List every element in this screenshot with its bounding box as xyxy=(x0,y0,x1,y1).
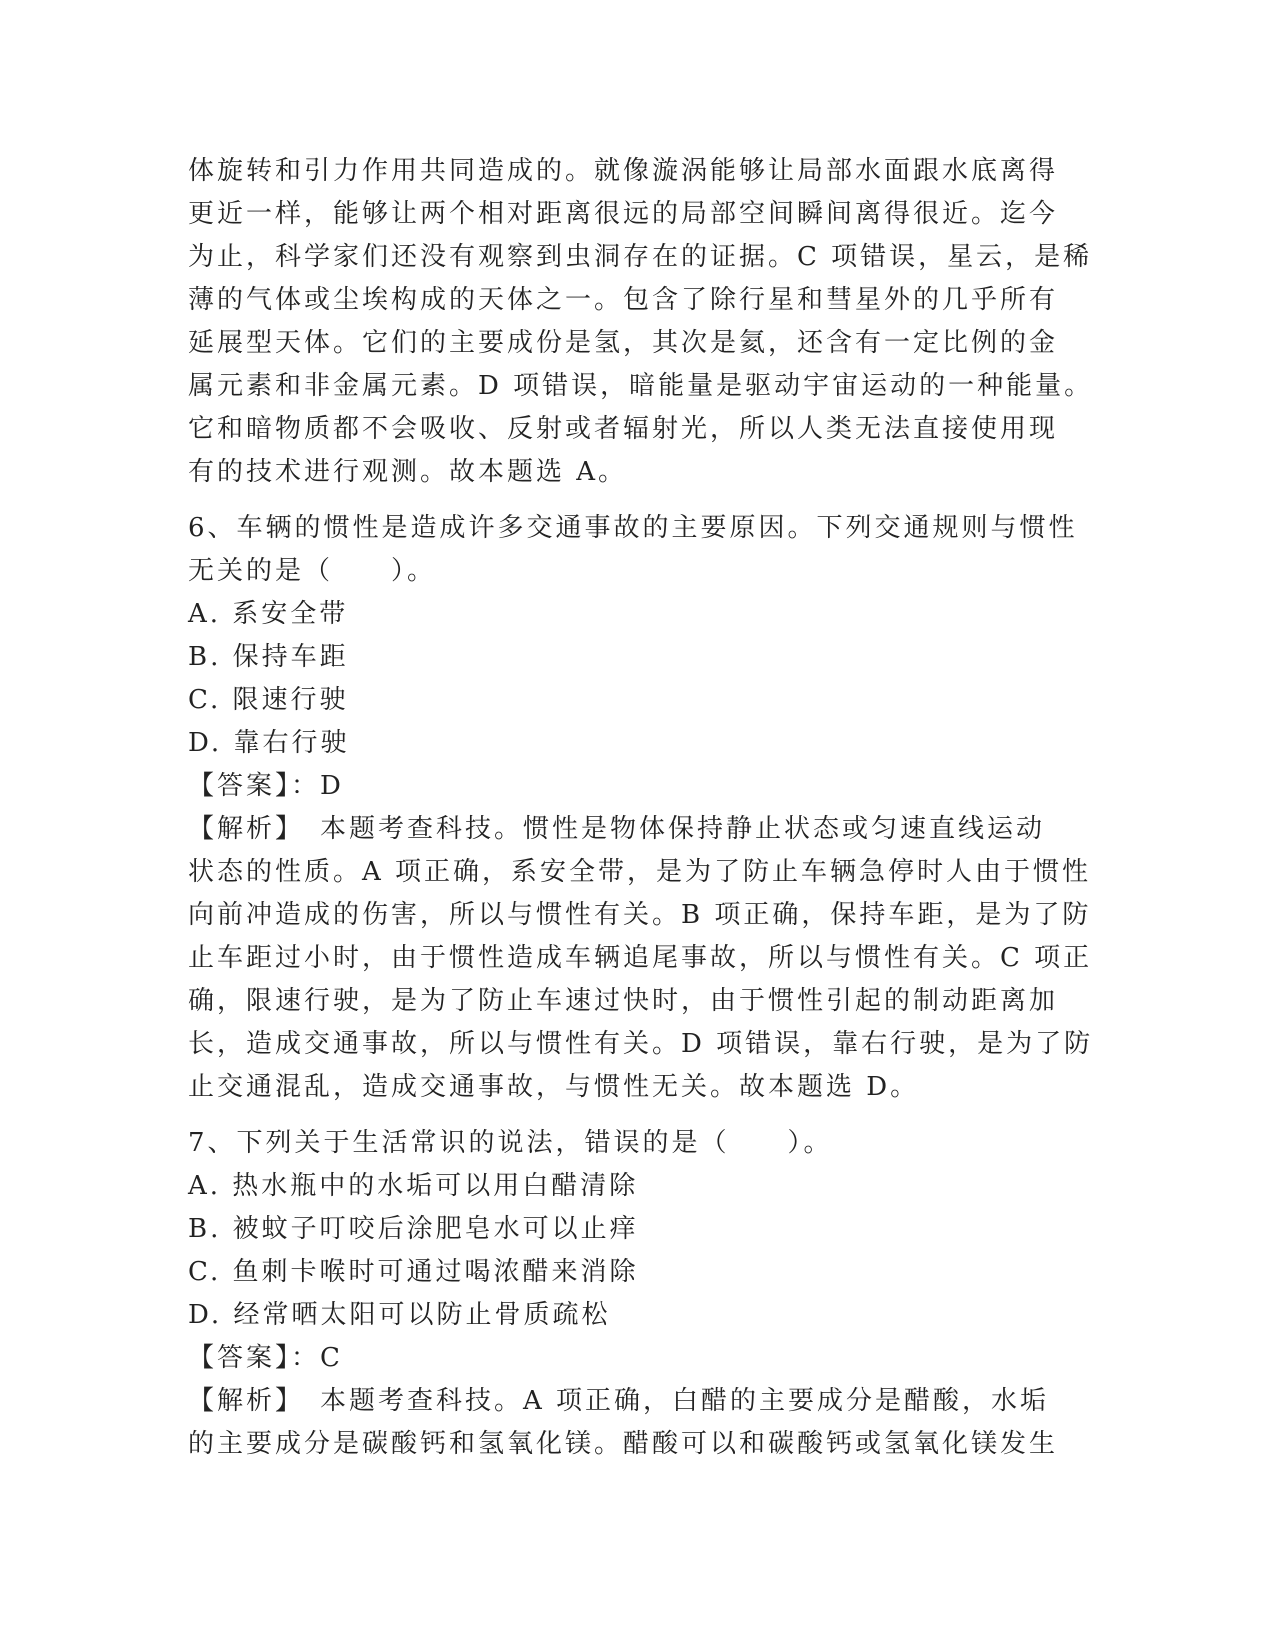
text-line: 属元素和非金属元素。D 项错误，暗能量是驱动宇宙运动的一种能量。 xyxy=(188,371,1094,401)
question-stem-line: 6、车辆的惯性是造成许多交通事故的主要原因。下列交通规则与惯性 xyxy=(188,513,1078,543)
option-c: C. 鱼刺卡喉时可通过喝浓醋来消除 xyxy=(188,1257,639,1287)
analysis-line: 【解析】 本题考查科技。惯性是物体保持静止状态或匀速直线运动 xyxy=(188,814,1046,844)
question-stem-line: 无关的是（ ）。 xyxy=(188,556,437,586)
option-b: B. 保持车距 xyxy=(188,642,349,672)
option-a: A. 系安全带 xyxy=(188,599,349,629)
option-b: B. 被蚊子叮咬后涂肥皂水可以止痒 xyxy=(188,1214,639,1244)
question-stem-line: 7、下列关于生活常识的说法，错误的是（ ）。 xyxy=(188,1128,833,1158)
answer-line: 【答案】：C xyxy=(188,1343,343,1373)
option-c: C. 限速行驶 xyxy=(188,685,349,715)
analysis-line: 长，造成交通事故，所以与惯性有关。D 项错误，靠右行驶，是为了防 xyxy=(188,1029,1094,1059)
option-a: A. 热水瓶中的水垢可以用白醋清除 xyxy=(188,1171,639,1201)
page-content xyxy=(188,150,1094,1466)
analysis-line: 止车距过小时，由于惯性造成车辆追尾事故，所以与惯性有关。C 项正 xyxy=(188,943,1093,973)
text-line: 体旋转和引力作用共同造成的。就像漩涡能够让局部水面跟水底离得 xyxy=(188,156,1059,186)
analysis-line: 【解析】 本题考查科技。A 项正确，白醋的主要成分是醋酸，水垢 xyxy=(188,1386,1050,1416)
text-line: 有的技术进行观测。故本题选 A。 xyxy=(188,457,628,487)
text-line: 为止，科学家们还没有观察到虫洞存在的证据。C 项错误，星云，是稀 xyxy=(188,242,1093,272)
question-6 xyxy=(188,507,1094,1109)
text-line: 它和暗物质都不会吸收、反射或者辐射光，所以人类无法直接使用现 xyxy=(188,414,1059,444)
text-line: 延展型天体。它们的主要成份是氢，其次是氦，还含有一定比例的金 xyxy=(188,328,1059,358)
option-d: D. 经常晒太阳可以防止骨质疏松 xyxy=(188,1300,611,1330)
analysis-line: 状态的性质。A 项正确，系安全带，是为了防止车辆急停时人由于惯性 xyxy=(188,857,1092,887)
continuation-paragraph xyxy=(188,150,1094,494)
analysis-line: 向前冲造成的伤害，所以与惯性有关。B 项正确，保持车距，是为了防 xyxy=(188,900,1092,930)
answer-line: 【答案】：D xyxy=(188,771,344,801)
analysis-line: 的主要成分是碳酸钙和氢氧化镁。醋酸可以和碳酸钙或氢氧化镁发生 xyxy=(188,1429,1059,1459)
analysis-line: 确，限速行驶，是为了防止车速过快时，由于惯性引起的制动距离加 xyxy=(188,986,1059,1016)
question-7 xyxy=(188,1122,1078,1466)
text-line: 更近一样，能够让两个相对距离很远的局部空间瞬间离得很近。迄今 xyxy=(188,199,1059,229)
option-d: D. 靠右行驶 xyxy=(188,728,350,758)
analysis-line: 止交通混乱，造成交通事故，与惯性无关。故本题选 D。 xyxy=(188,1072,920,1102)
text-line: 薄的气体或尘埃构成的天体之一。包含了除行星和彗星外的几乎所有 xyxy=(188,285,1059,315)
